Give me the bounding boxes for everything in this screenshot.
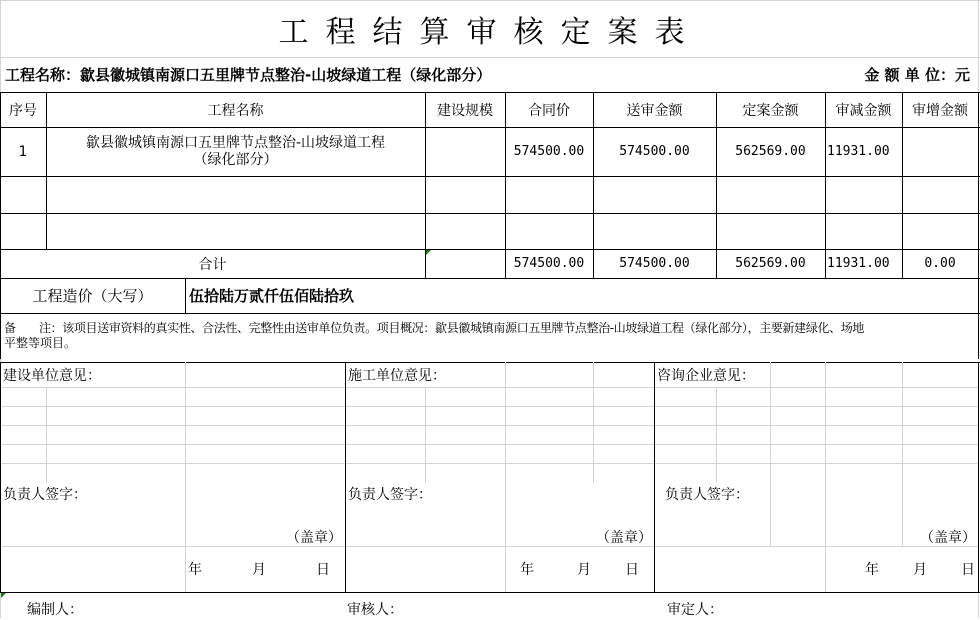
row-project-name[interactable] (46, 213, 425, 249)
header-submitted-amount: 送审金额 (626, 102, 683, 119)
gridline (1, 463, 345, 464)
cost-divider (185, 278, 186, 313)
row-contract-price[interactable]: 574500.00 (513, 144, 585, 159)
gridline (46, 387, 47, 483)
row-increased-amount[interactable] (902, 213, 978, 249)
gridline (655, 425, 978, 426)
approver-label: 审定人： (667, 602, 723, 618)
signature-label: 负责人签字： (3, 487, 87, 503)
row-scale[interactable] (425, 176, 505, 213)
header-contract-price: 合同价 (528, 102, 570, 119)
total-submitted-amount[interactable]: 574500.00 (619, 256, 690, 271)
opinions-left-border (0, 362, 1, 593)
row-reduced-amount[interactable] (825, 176, 902, 213)
seal-label: （盖章） (596, 530, 652, 546)
date-year: 年 (188, 562, 202, 578)
row-contract-price[interactable] (505, 213, 593, 249)
date-month: 月 (577, 562, 591, 578)
gridline (346, 444, 654, 445)
total-contract-price[interactable]: 574500.00 (513, 256, 585, 271)
page-title: 工程结算审核定案表 (278, 14, 702, 50)
remarks-line1: 备 注：该项目送审资料的真实性、合法性、完整性由送审单位负责。项目概况：歙县徽城镇南源口五里牌节点整治-山坡绿道工程（绿化部分），主要新建绿化、场地 (4, 321, 865, 335)
signature-label: 负责人签字： (665, 487, 749, 503)
table-right-border (978, 92, 979, 359)
row-project-name-line2: （绿化部分） (193, 151, 278, 168)
row-scale[interactable] (425, 127, 505, 176)
gridline (655, 463, 978, 464)
header-index: 序号 (9, 102, 37, 119)
header-increased-amount: 审增金额 (912, 102, 968, 119)
amount-unit-label: 金 额 单 位：元 (864, 66, 970, 84)
total-increased-amount[interactable]: 0.00 (924, 256, 956, 271)
gridline (770, 362, 771, 546)
gridline (655, 387, 978, 388)
gridline (425, 387, 426, 483)
gridline (593, 362, 594, 483)
opinion-divider-2 (654, 362, 655, 593)
row-project-name[interactable] (46, 176, 425, 213)
row-submitted-amount[interactable]: 574500.00 (619, 144, 690, 159)
gridline (185, 362, 186, 592)
gridline (1, 387, 345, 388)
header-project-name: 工程名称 (207, 102, 264, 119)
total-final-amount[interactable]: 562569.00 (735, 256, 806, 271)
opinion-title: 建设单位意见： (3, 368, 101, 384)
gridline (978, 593, 979, 618)
row-index[interactable] (0, 213, 46, 249)
date-month: 月 (913, 562, 927, 578)
signature-label: 负责人签字： (348, 487, 432, 503)
date-month: 月 (252, 562, 266, 578)
gridline (346, 463, 654, 464)
gridline (1, 406, 345, 407)
seal-label: （盖章） (920, 530, 976, 546)
opinions-right-border (978, 362, 979, 593)
header-final-amount: 定案金额 (742, 102, 799, 119)
row-project-name[interactable] (46, 127, 425, 176)
total-reduced-amount[interactable]: 11931.00 (827, 256, 890, 271)
cost-bottom-border (0, 313, 980, 314)
gridline (346, 387, 654, 388)
gridline (346, 425, 654, 426)
remarks-line2: 平整等项目。 (4, 336, 77, 350)
cost-in-words[interactable]: 伍拾陆万贰仟伍佰陆拾玖 (189, 287, 355, 305)
row-contract-price[interactable] (505, 176, 593, 213)
row-submitted-amount[interactable] (593, 176, 716, 213)
header-reduced-amount: 审减金额 (835, 102, 892, 119)
row-reduced-amount[interactable] (825, 213, 902, 249)
row-increased-amount[interactable] (902, 176, 978, 213)
date-day: 日 (316, 562, 330, 578)
date-year: 年 (520, 562, 534, 578)
gridline (1, 425, 345, 426)
total-scale[interactable] (425, 249, 505, 278)
gridline (655, 406, 978, 407)
row-index[interactable] (0, 176, 46, 213)
date-year: 年 (865, 562, 879, 578)
gridline (716, 387, 717, 483)
row-final-amount[interactable]: 562569.00 (735, 144, 806, 159)
comment-marker-icon (1, 593, 6, 598)
date-day: 日 (625, 562, 639, 578)
project-name-label: 工程名称：歙县徽城镇南源口五里牌节点整治-山坡绿道工程（绿化部分） (5, 66, 492, 84)
gridline (655, 444, 978, 445)
date-day: 日 (961, 562, 975, 578)
header-scale: 建设规模 (437, 102, 493, 119)
gridline (505, 362, 506, 592)
opinion-title: 咨询企业意见： (657, 368, 755, 384)
opinions-top-border (0, 362, 980, 363)
total-label: 合计 (198, 256, 227, 273)
opinion-divider-1 (345, 362, 346, 593)
cost-label: 工程造价（大写） (32, 287, 153, 305)
opinion-title: 施工单位意见： (348, 368, 446, 384)
row-index[interactable]: 1 (18, 143, 28, 160)
row-project-name-line1: 歙县徽城镇南源口五里牌节点整治-山坡绿道工程 (85, 134, 386, 151)
compiler-label: 编制人： (27, 602, 83, 618)
remarks[interactable] (4, 321, 976, 351)
row-final-amount[interactable] (716, 213, 825, 249)
row-submitted-amount[interactable] (593, 213, 716, 249)
gridline (902, 362, 903, 546)
opinions-bottom-border (0, 592, 980, 593)
gridline (825, 362, 826, 592)
row-final-amount[interactable] (716, 176, 825, 213)
row-increased-amount[interactable] (902, 127, 978, 176)
gridline (346, 406, 654, 407)
reviewer-label: 审核人： (347, 602, 403, 618)
gridline (1, 444, 345, 445)
row-reduced-amount[interactable]: 11931.00 (827, 144, 890, 159)
seal-label: （盖章） (286, 530, 342, 546)
row-scale[interactable] (425, 213, 505, 249)
